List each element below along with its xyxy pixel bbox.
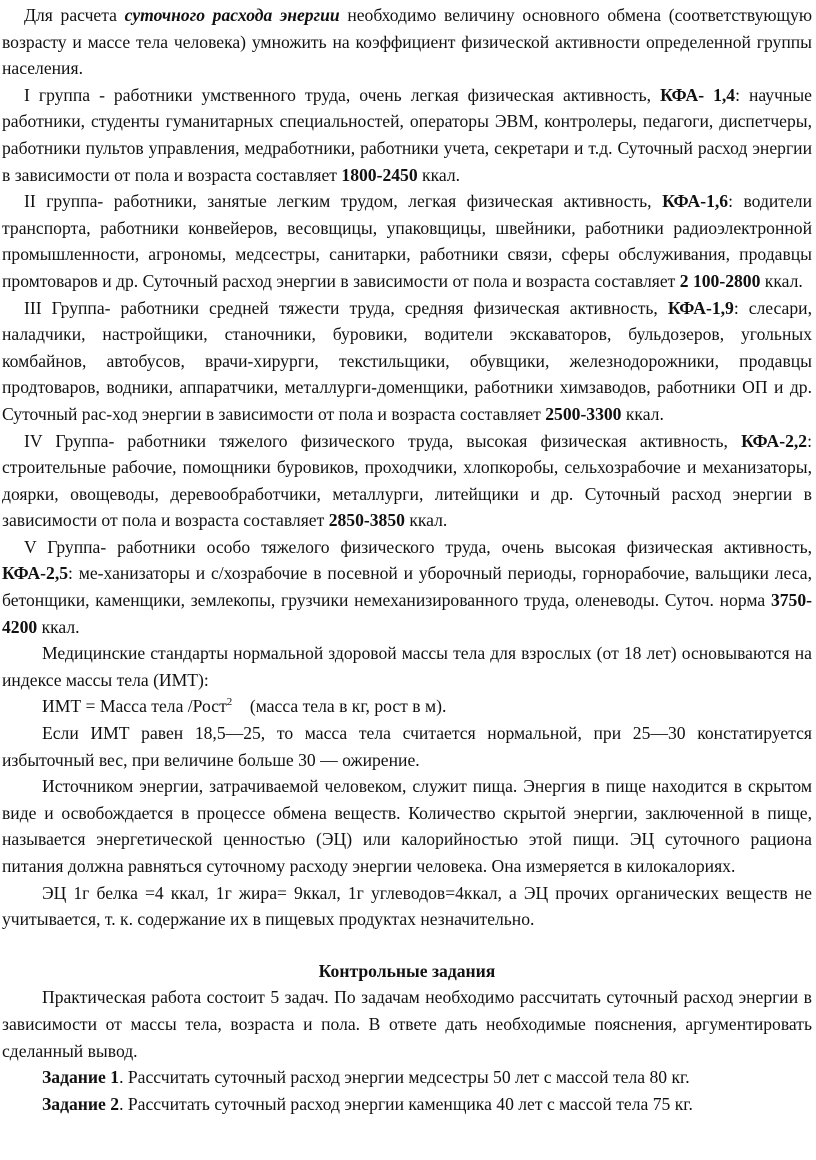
bmi-ranges-paragraph: Если ИМТ равен 18,5—25, то масса тела считается нормальной, при 25—30 констатируется избыточный вес, при величине больше 30 — ожирение. — [2, 723, 812, 770]
bmi-formula-exponent: 2 — [226, 696, 233, 709]
group-3-text: III Группа- работники средней тяжести труда, средняя физическая активность, — [24, 297, 668, 318]
group-5-description: : ме-ханизаторы и с/хозрабочие в посевной и уборочный периоды, горнорабочие, вальщики леса, бетонщики, каменщики, землекопы, грузчики немеханизированного труда, оленеводы. Суточ. норма — [2, 563, 812, 611]
group-5-unit: ккал. — [37, 616, 80, 637]
energy-source-paragraph: Источником энергии, затрачиваемой человеком, служит пища. Энергия в пище находится в скрытом виде и освобождается в процессе обмена веществ. Количество скрытой энергии, заключенной в пище, называется энергетической ценностью (ЭЦ) или калорийностью этой пищи. ЭЦ суточного рациона питания должна равняться суточному расходу энергии человека. Она измеряется в килокалориях. — [2, 776, 812, 876]
group-5-text: V Группа- работники особо тяжелого физического труда, очень высокая физическая активность, — [24, 536, 812, 557]
bmi-formula-note: (масса тела в кг, рост в м). — [249, 696, 447, 717]
group-1-text: I группа - работники умственного труда, очень легкая физическая активность, — [24, 84, 661, 105]
bmi-standards-paragraph: Медицинские стандарты нормальной здоровой массы тела для взрослых (от 18 лет) основываются на индексе массы тела (ИМТ): — [2, 643, 812, 690]
group-4-text: IV Группа- работники тяжелого физического труда, высокая физическая активность, — [24, 430, 742, 451]
task-2-text: . Рассчитать суточный расход энергии каменщика 40 лет с массой тела 75 кг. — [119, 1093, 693, 1114]
group-2-range: 2 100-2800 — [679, 270, 761, 291]
group-4-range: 2850-3850 — [328, 510, 405, 531]
group-2-kfa: КФА-1,6 — [662, 191, 729, 212]
group-5-range: 3750-4200 — [2, 590, 812, 637]
group-2-text: II группа- работники, занятые легким трудом, легкая физическая активность, — [24, 191, 663, 212]
bmi-formula-left: ИМТ = Масса тела /Рост — [42, 696, 227, 717]
group-1-unit: ккал. — [417, 164, 461, 185]
group-5-kfa: КФА-2,5 — [2, 563, 69, 584]
task-2 — [2, 1091, 812, 1118]
group-4-description: : строительные рабочие, помощники буровиков, проходчики, хлопкоробы, сельхозрабочие и механизаторы, доярки, овощеводы, деревообработчики, металлурги, литейщики и др. Суточный расход энергии в зависимости от пола и возраста составляет — [2, 430, 812, 531]
intro-text-start: Для расчета — [24, 5, 125, 25]
intro-term: суточного расхода энергии — [124, 5, 340, 25]
section-spacer — [2, 933, 812, 957]
intro-paragraph — [2, 2, 812, 82]
group-3-unit: ккал. — [621, 403, 664, 424]
group-2-description: : водители транспорта, работники конвейеров, весовщицы, упаковщицы, швейники, работники радиоэлектронной промышленности, агрономы, медсестры, санитарки, работники связи, сферы обслуживания, продавцы промтоваров и др. Суточный расход энергии в зависимости от пола и возраста составляет — [2, 191, 812, 291]
group-4-paragraph — [2, 428, 812, 534]
group-5-paragraph — [2, 534, 812, 640]
task-1-text: . Рассчитать суточный расход энергии медсестры 50 лет с массой тела 80 кг. — [119, 1067, 690, 1088]
group-2-paragraph — [2, 188, 812, 294]
energy-values-paragraph: ЭЦ 1г белка =4 ккал, 1г жира= 9ккал, 1г углеводов=4ккал, а ЭЦ прочих органических веществ не учитывается, т. к. содержание их в пищевых продуктах незначительно. — [2, 882, 812, 930]
group-1-range: 1800-2450 — [341, 164, 418, 185]
intro-text-end: необходимо величину основного обмена (соответствующую возрасту и массе тела человека) умножить на коэффициент физической активности определенной группы населения. — [2, 5, 812, 79]
group-1-paragraph — [2, 82, 812, 188]
group-4-kfa: КФА-2,2 — [741, 430, 808, 451]
group-3-range: 2500-3300 — [545, 403, 622, 424]
group-3-kfa: КФА-1,9 — [667, 297, 734, 318]
task-1 — [2, 1064, 812, 1091]
group-3-description: : слесари, наладчики, настройщики, станочники, буровики, водители экскаваторов, бульдозеров, угольных комбайнов, автобусов, врачи-хирурги, текстильщики, обувщики, железнодорожники, продавцы продтоваров, водники, аппаратчики, металлурги-доменщики, работники химзаводов, работники ОП и др. Суточный рас-ход энергии в зависимости от пола и возраста составляет — [2, 297, 812, 424]
control-intro-paragraph: Практическая работа состоит 5 задач. По задачам необходимо рассчитать суточный расход энергии в зависимости от массы тела, возраста и пола. В ответе дать необходимые пояснения, аргументировать сделанный вывод. — [2, 987, 812, 1061]
group-2-unit: ккал. — [760, 270, 803, 291]
group-1-description: : научные работники, студенты гуманитарных специальностей, операторы ЭВМ, контролеры, педагоги, диспетчеры, работники пультов управления, медработники, работники учета, секретари и т.д. Суточный расход энергии в зависимости от пола и возраста составляет — [2, 84, 812, 185]
group-4-unit: ккал. — [404, 510, 448, 531]
group-1-kfa: КФА- 1,4 — [660, 84, 736, 105]
task-2-label: Задание 2 — [42, 1093, 120, 1114]
bmi-formula — [2, 693, 812, 720]
task-1-label: Задание 1 — [42, 1067, 120, 1088]
group-3-paragraph — [2, 295, 812, 428]
control-tasks-heading: Контрольные задания — [318, 960, 496, 981]
